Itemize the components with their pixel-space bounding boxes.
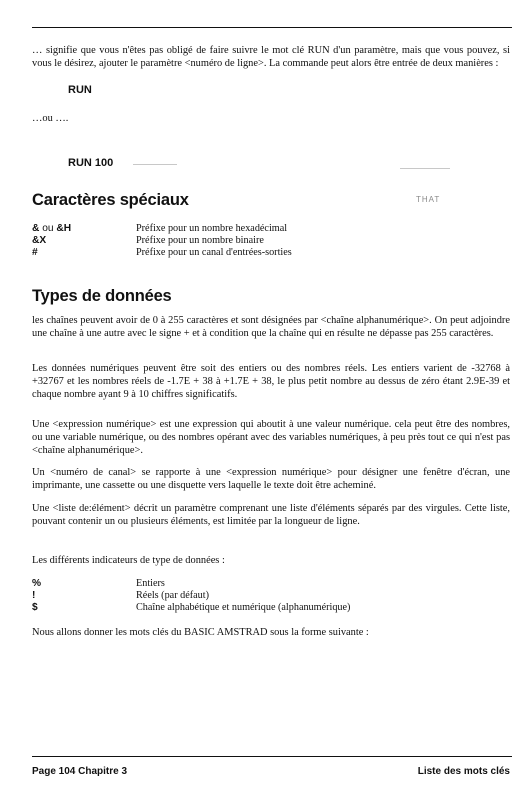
symbol-cell: $ bbox=[32, 602, 38, 614]
special-chars-heading: Caractères spéciaux bbox=[32, 191, 189, 209]
description-cell: Chaîne alphabétique et numérique (alphanumérique) bbox=[136, 602, 351, 614]
scan-smudge bbox=[133, 164, 177, 165]
top-rule bbox=[32, 27, 512, 28]
or-text: …ou …. bbox=[32, 113, 69, 124]
description-cell: Préfixe pour un canal d'entrées-sorties bbox=[136, 247, 292, 259]
symbol-cell: % bbox=[32, 577, 42, 589]
closing-paragraph: Nous allons donner les mots clés du BASIC AMSTRAD sous la forme suivante : bbox=[32, 627, 369, 638]
indicators-intro: Les différents indicateurs de type de données : bbox=[32, 555, 225, 566]
data-types-heading: Types de données bbox=[32, 287, 172, 305]
indicators-table bbox=[32, 577, 502, 614]
table-row bbox=[32, 589, 502, 601]
table-row bbox=[32, 602, 502, 614]
symbol-cell: # bbox=[32, 247, 38, 259]
table-row bbox=[32, 577, 502, 589]
table-row bbox=[32, 222, 502, 234]
description-cell: Préfixe pour un nombre binaire bbox=[136, 235, 264, 247]
symbol-cell: ! bbox=[32, 590, 36, 602]
description-cell: Réels (par défaut) bbox=[136, 590, 209, 602]
code-example-run: RUN bbox=[68, 84, 92, 96]
footer-page-label: Page 104 Chapitre 3 bbox=[32, 766, 128, 777]
faded-stamp: THAT bbox=[416, 195, 441, 204]
code-example-run-100: RUN 100 bbox=[68, 157, 114, 169]
symbol-cell: &X bbox=[32, 235, 47, 247]
table-row bbox=[32, 247, 502, 259]
strings-paragraph: les chaînes peuvent avoir de 0 à 255 caractères et sont désignées par <chaîne alphanumérique>. On peut adjoindre une chaîne à une autre avec le signe + et à condition que la chaîne qui en résulte ne dépasse pas 255 caractères. bbox=[32, 315, 510, 339]
scan-smudge bbox=[400, 168, 450, 169]
numeric-expression-paragraph: Une <expression numérique> est une expression qui aboutit à une valeur numérique. cela peut être des nombres, ou une variable numérique, ou des nombres opérant avec des variables numériques, à peu près tout ce qui n'est pas <chaîne alphanumérique>. bbox=[32, 419, 510, 456]
intro-paragraph: … signifie que vous n'êtes pas obligé de faire suivre le mot clé RUN d'un paramètre, mais que vous pouvez, si vous le désirez, ajouter le paramètre <numéro de ligne>. La commande peut alors être entrée de deux manières : bbox=[32, 45, 510, 69]
special-chars-table bbox=[32, 222, 502, 259]
numeric-data-paragraph: Les données numériques peuvent être soit des entiers ou des nombres réels. Les entiers varient de -32768 à +32767 et les nombres réels de -1.7E + 38 à +1.7E + 38, le plus petit nombre au dessus de zéro étant 2.9E-39 et chaque nombre ayant 9 à 10 chiffres significatifs. bbox=[32, 363, 510, 400]
description-cell: Entiers bbox=[136, 577, 165, 589]
symbol-cell: & ou &H bbox=[32, 222, 72, 234]
element-list-paragraph: Une <liste de:élément> décrit un paramètre comprenant une liste d'éléments séparés par des virgules. Cette liste, pouvant contenir un ou plusieurs éléments, est limitée par la longueur de ligne. bbox=[32, 503, 510, 527]
channel-number-paragraph: Un <numéro de canal> se rapporte à une <expression numérique> pour désigner une fenêtre d'écran, une imprimante, une cassette ou une disquette vers laquelle le texte doit être acheminé. bbox=[32, 467, 510, 491]
description-cell: Préfixe pour un nombre hexadécimal bbox=[136, 222, 288, 234]
footer-section-title: Liste des mots clés bbox=[417, 766, 510, 777]
table-row bbox=[32, 234, 502, 246]
bottom-rule bbox=[32, 756, 512, 757]
